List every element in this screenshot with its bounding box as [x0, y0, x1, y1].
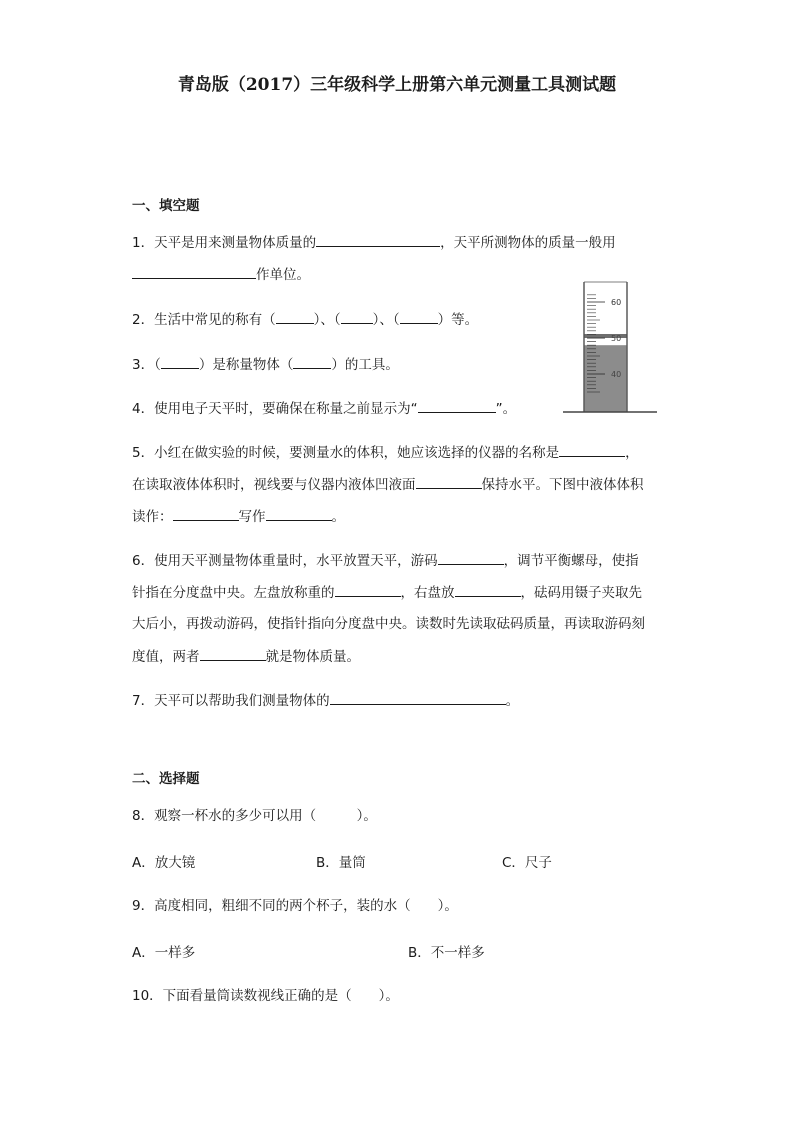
- question-9-option-a[interactable]: A．一样多: [132, 945, 196, 961]
- scale-label-60: 60: [611, 298, 622, 307]
- question-4: 4．使用电子天平时，要确保在称量之前显示为“ ”。: [132, 398, 516, 419]
- answer-blank[interactable]: [276, 309, 314, 324]
- answer-blank[interactable]: [559, 442, 625, 457]
- page-title: 青岛版（2017）三年级科学上册第六单元测量工具测试题: [177, 75, 617, 95]
- question-6-line-4: 度值，两者 就是物体质量。: [132, 646, 360, 667]
- answer-blank[interactable]: [418, 398, 496, 413]
- measuring-cylinder-figure: [563, 278, 657, 414]
- question-5-line-3: 读作： 写作 。: [132, 506, 345, 527]
- question-7: 7．天平可以帮助我们测量物体的 。: [132, 690, 519, 711]
- answer-blank[interactable]: [132, 264, 256, 279]
- answer-blank[interactable]: [200, 646, 266, 661]
- answer-blank[interactable]: [455, 582, 521, 597]
- answer-blank[interactable]: [330, 690, 506, 705]
- answer-blank[interactable]: [173, 506, 239, 521]
- scale-label-40: 40: [611, 370, 622, 379]
- question-5-line-1: 5．小红在做实验的时候，要测量水的体积，她应该选择的仪器的名称是 ，: [132, 442, 639, 463]
- answer-blank[interactable]: [438, 550, 504, 565]
- question-8-option-a[interactable]: A．放大镜: [132, 855, 196, 871]
- answer-blank[interactable]: [341, 309, 373, 324]
- answer-blank[interactable]: [400, 309, 438, 324]
- question-9-stem: 9．高度相同，粗细不同的两个杯子，装的水（ ）。: [132, 898, 458, 914]
- answer-blank[interactable]: [161, 354, 199, 369]
- question-6-line-1: 6．使用天平测量物体重量时，水平放置天平，游码 ，调节平衡螺母，使指: [132, 550, 639, 571]
- question-10-stem: 10．下面看量筒读数视线正确的是（ ）。: [132, 988, 399, 1004]
- answer-blank[interactable]: [293, 354, 331, 369]
- question-9-option-b[interactable]: B．不一样多: [408, 945, 485, 961]
- question-5-line-2: 在读取液体体积时，视线要与仪器内液体凹液面 保持水平。下图中液体体积: [132, 474, 644, 495]
- question-8-option-b[interactable]: B．量筒: [316, 855, 366, 871]
- scale-label-50: 50: [611, 334, 622, 343]
- question-8-option-c[interactable]: C．尺子: [502, 855, 552, 871]
- answer-blank[interactable]: [335, 582, 401, 597]
- question-2: 2．生活中常见的称有（ ）、（ ）、（ ）等。: [132, 309, 478, 330]
- answer-blank[interactable]: [316, 232, 440, 247]
- section-heading-fill-in: 一、填空题: [132, 198, 200, 214]
- question-3: 3．（ ）是称量物体（ ）的工具。: [132, 354, 399, 375]
- question-6-line-2: 针指在分度盘中央。左盘放称重的 ，右盘放 ，砝码用镊子夹取先: [132, 582, 642, 603]
- question-1-line-2: 作单位。: [132, 264, 310, 285]
- question-1-line-1: 1．天平是用来测量物体质量的 ，天平所测物体的质量一般用: [132, 232, 616, 253]
- section-heading-multiple-choice: 二、选择题: [132, 771, 200, 787]
- question-6-line-3: 大后小，再拨动游码，使指针指向分度盘中央。读数时先读取砝码质量，再读取游码刻: [132, 616, 645, 632]
- answer-blank[interactable]: [266, 506, 332, 521]
- answer-blank[interactable]: [416, 474, 482, 489]
- question-8-stem: 8．观察一杯水的多少可以用（ ）。: [132, 808, 377, 824]
